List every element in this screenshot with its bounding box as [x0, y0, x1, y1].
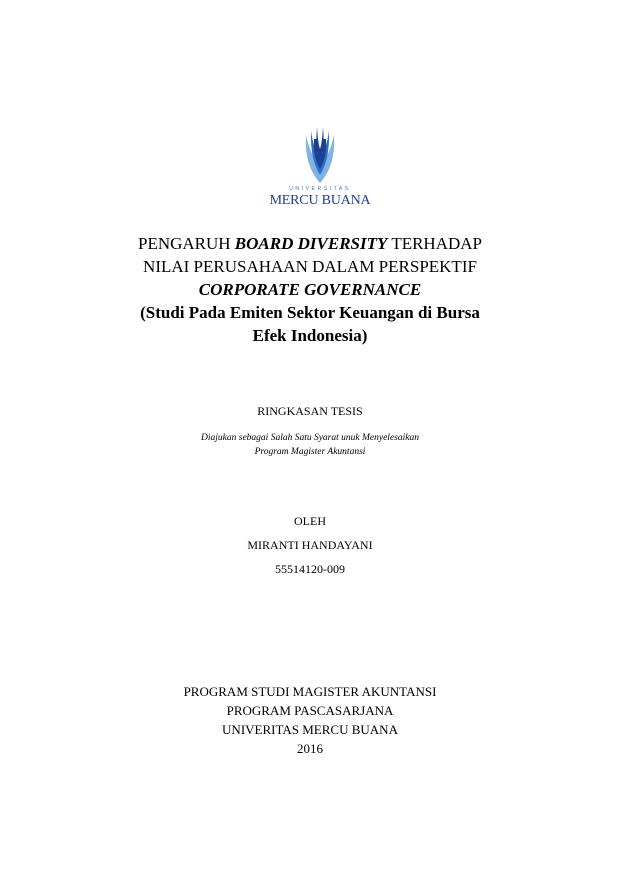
author-name: MIRANTI HANDAYANI	[247, 538, 373, 552]
logo-university-name: MERCU BUANA	[269, 193, 371, 208]
title-text: PENGARUH	[137, 234, 235, 253]
title-text: TERHADAP	[387, 234, 482, 253]
title-line-4: (Studi Pada Emiten Sektor Keuangan di Bursa	[140, 303, 480, 322]
by-label: OLEH	[294, 514, 326, 528]
title-line-2: NILAI PERUSAHAAN DALAM PERSPEKTIF	[143, 257, 477, 276]
document-type: RINGKASAN TESIS	[257, 404, 363, 418]
flame-emblem-icon	[260, 125, 380, 185]
purpose-line-1: Diajukan sebagai Salah Satu Syarat unuk Menyelesaikan	[201, 433, 419, 443]
institution-line-1: PROGRAM STUDI MAGISTER AKUNTANSI	[183, 684, 437, 699]
university-logo	[260, 125, 380, 215]
student-id: 55514120-009	[275, 562, 345, 576]
logo-subtitle: UNIVERSITAS	[289, 186, 351, 192]
title-emphasis: BOARD DIVERSITY	[234, 234, 388, 253]
institution-line-2: PROGRAM PASCASARJANA	[226, 703, 394, 718]
title-line-5: Efek Indonesia)	[252, 326, 368, 345]
institution-block	[0, 682, 620, 758]
institution-year: 2016	[297, 741, 323, 756]
purpose-line-2: Program Magister Akuntansi	[254, 447, 366, 457]
title-line-3: CORPORATE GOVERNANCE	[198, 280, 422, 299]
institution-line-3: UNIVERITAS MERCU BUANA	[222, 722, 398, 737]
title-line-1	[90, 232, 530, 255]
thesis-title	[90, 232, 530, 347]
